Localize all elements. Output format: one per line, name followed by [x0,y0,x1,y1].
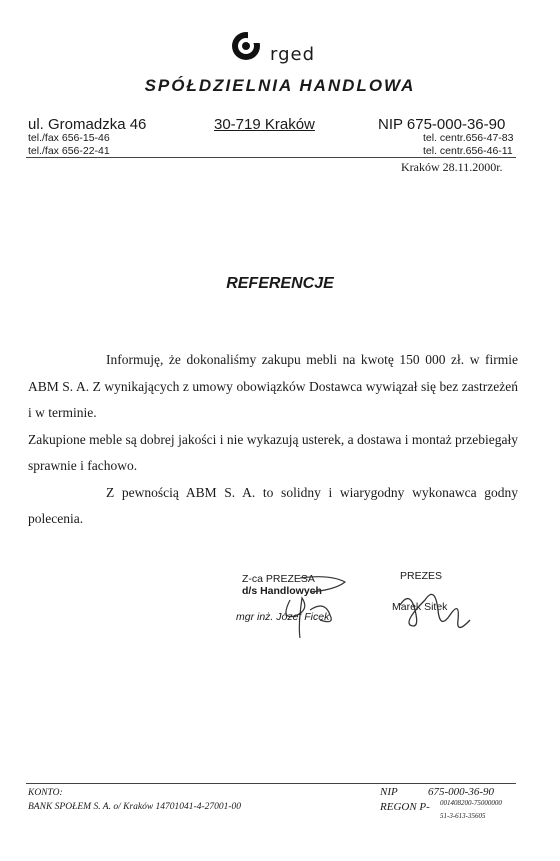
street-address: ul. Gromadzka 46 [28,116,147,133]
city-zip: 30-719 Kraków [214,116,315,133]
footer-nip-value: 675-000-36-90 [428,786,494,798]
vice-president-role: Z-ca PREZESA [242,573,315,585]
tel-fax-1: tel./fax 656-15-46 [28,132,110,144]
document-title: REFERENCJE [226,275,334,292]
president-signature [380,580,480,640]
paragraph-1: Informuję, że dokonaliśmy zakupu mebli na kwotę 150 000 zł. w firmie ABM S. A. Z wynikających z umowy obowiązków Dostawca wywiązał się bez zastrzeżeń i w terminie. [28,352,518,420]
footer-regon-2: 51-3-613-35605 [440,812,486,820]
vice-president-name: mgr inż. Józef Ficek [236,611,330,623]
tel-centr-1: tel. centr.656-47-83 [423,132,514,144]
paragraph-3: Z pewnością ABM S. A. to solidny i wiarygodny wykonawca godny polecenia. [28,484,518,526]
organization-name: SPÓŁDZIELNIA HANDLOWA [144,76,416,95]
letter-date: Kraków 28.11.2000r. [401,160,503,174]
footer-divider [26,783,516,784]
account-label: KONTO: [28,788,63,798]
vice-president-dept: d/s Handlowych [242,585,322,597]
vice-president-signature [240,570,360,640]
footer-nip-label: NIP [380,786,398,798]
logo-text: rged [270,44,316,65]
letter-body [28,347,518,533]
paragraph-2: Zakupione meble są dobrej jakości i nie wykazują usterek, a dostawa i montaż przebiegały sprawnie i fachowo. [28,431,518,473]
president-name: Marek Sitek [392,601,448,613]
nip-number: NIP 675-000-36-90 [378,116,506,133]
tel-centr-2: tel. centr.656-46-11 [423,145,513,157]
footer-regon-label: REGON P- [380,801,430,813]
header-divider [26,157,516,158]
footer-regon-1: 001408200-75000000 [440,799,502,807]
president-role: PREZES [400,570,443,582]
tel-fax-2: tel./fax 656-22-41 [28,145,110,157]
bank-account: BANK SPOŁEM S. A. o/ Kraków 14701041-4-27001-00 [28,802,242,812]
